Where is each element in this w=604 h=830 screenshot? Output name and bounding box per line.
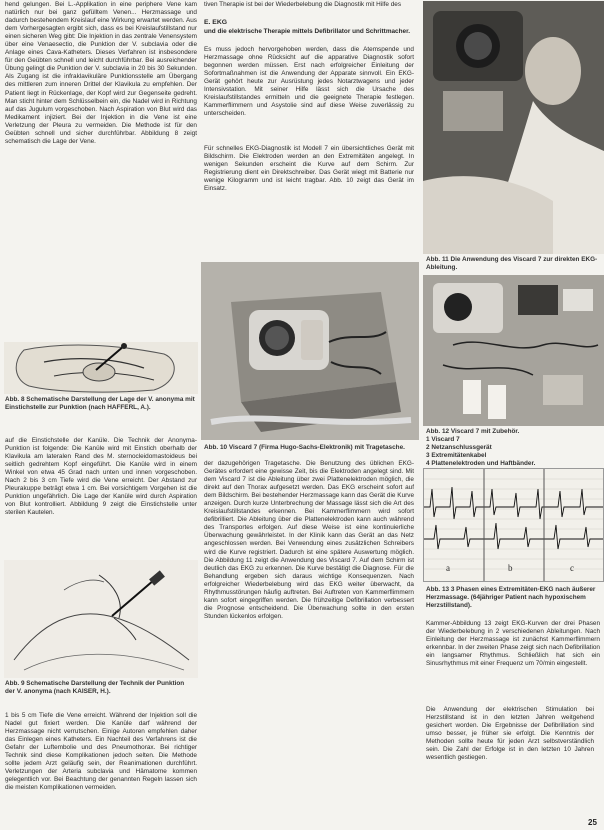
figure-11-caption: Abb. 11 Die Anwendung des Viscard 7 zur direkten EKG-Ableitung.: [426, 256, 598, 271]
col3-b-text: [426, 706, 594, 824]
col3-a-text: [426, 620, 600, 704]
legend-item: 1 Viscard 7: [426, 435, 460, 443]
legend-item: 3 Extremitätenkabel: [426, 451, 487, 459]
page-number: 25: [588, 818, 597, 827]
ecg-phase-label-c: c: [570, 563, 574, 573]
figure-13-caption: Abb. 13 3 Phasen eines Extremitäten-EKG nach äußerer Herzmassage. (64jähriger Patient nach hypoxischem Herzstillstand).: [426, 586, 596, 609]
figure-12-caption: [426, 428, 600, 468]
figure-11-ekg-photo: [423, 1, 604, 254]
col2-top-text: [204, 1, 414, 9]
ecg-phase-label-b: b: [508, 563, 513, 573]
legend-item: 2 Netzanschlussgerät: [426, 443, 492, 451]
figure-8-caption: Abb. 8 Schematische Darstellung der Lage der V. anonyma mit Einstichstelle zur Punktion (nach HAFFERL, A.).: [5, 396, 195, 411]
section-heading: E. EKG: [204, 19, 228, 26]
paragraph: auf die Einstichstelle der Kanüle. Die Technik der Anonyma-Punktion ist folgende: Die Kanüle wird mit Einstich oberhalb der Klavikula am lateralen Rand des M. sternocleidomastoideus bei seitlich gedrehtem Kopf eingeführt. Die Kanüle wird in einem Winkel von etwa 45 Grad nach unten und innen vorgeschoben. Nach 2 bis 3 cm Tiefe wird die Vene erreicht. Der Abstand zur Pleurakuppe beträgt etwa 1 cm. Bei vorsichtigem Vorgehen ist die Punktion ungefährlich. Die Lage der Kanüle wird durch Aspiration von Blut kontrolliert. Abbildung 9 zeigt die Einstichstelle unter sterilen Kautelen.: [5, 437, 197, 517]
ecg-phase-label-a: a: [446, 563, 450, 573]
paragraph: tiven Therapie ist bei der Wiederbelebung die Diagnostik mit Hilfe des: [204, 1, 402, 8]
legend-item: 4 Plattenelektroden und Haftbänder.: [426, 459, 536, 467]
section-subheading: und die elektrische Therapie mittels Defibrillator und Schrittmacher.: [204, 28, 410, 35]
paragraph: Die Anwendung der elektrischen Stimulation bei Herzstillstand ist in den letzten Jahren weitgehend gesichert worden. Die Ergebnisse der Defibrillation sind umso besser, je früher sie erfolgt. Die Kenntnis der Methoden sollte heute für jeden Arzt selbstverständlich sein. Die Zahl der Erfolge ist in den letzten 10 Jahren wesentlich gestiegen.: [426, 706, 594, 762]
col2-b-text: [204, 145, 414, 259]
figure-10-viscard-photo: [201, 262, 419, 440]
figure-12-accessories-photo: [423, 275, 604, 426]
paragraph: 1 bis 5 cm Tiefe die Vene erreicht. Während der Injektion soll die Nadel gut fixiert werden. Die Kanüle darf während der Herzmassage nicht verrutschen. Einige Autoren empfehlen daher das Einlegen eines Katheters. Ein Nachteil des Verfahrens ist die Gefahr der Luftembolie und des Pneumothorax. Bei richtiger Technik sind diese Komplikationen jedoch selten. Die Methode sollte jedem Arzt geläufig sein, der Reanimationen durchführt. Verletzungen der Arteria subclavia und Hämatome kommen gelegentlich vor. Bei Beachtung der genannten Regeln lassen sich die meisten Komplikationen vermeiden.: [5, 712, 197, 792]
paragraph: Kammer-Abbildung 13 zeigt EKG-Kurven der drei Phasen der Wiederbelebung in 2 verschiedenen Ableitungen. Nach Einleitung der Herzmassage ist zunächst Kammerflimmern erkennbar. In der zweiten Phase zeigt sich nach Defibrillation ein langsamer Rhythmus. Schließlich hat sich ein Sinusrhythmus mit einer Frequenz um 70/min eingestellt.: [426, 620, 600, 668]
col1-top-text: [5, 1, 197, 341]
paragraph: hend gelungen. Bei L.-Applikation in eine periphere Vene kam natürlich nur bei ganz gefülltem Venen... Herzmassage und dadurch bestehendem Kreislauf eine Wirkung erwartet werden. Aus dem Vorhergesagten ergibt sich, dass es bei Kreislaufstillstand nur einen sicheren Weg gibt: Die Injektion in das zentrale Venensystem über eine Venaesectio, die Punktion der V. subclavia oder die Anlage eines Cava-Katheters. Dieses Verfahren ist insbesondere für den Geübten schnell und leicht durchführbar. Bei ausreichender Übung gelingt die Punktion der V. subclavia in 20 bis 30 Sekunden. Als Zugang ist die infraklavikuläre Punktionsstelle am Übergang des mittleren zum inneren Drittel der Klavikula zu empfehlen. Der Patient liegt in Rückenlage, der Kopf wird zur Gegenseite gedreht. Man sticht hinter dem Schlüsselbein ein, die Nadel wird in Richtung auf das Jugulum vorgeschoben. Nach Aspiration von Blut wird das Medikament injiziert. Bei der Injektion in die Vene ist eine Verletzung der Pleura zu vermeiden. Die Methode ist für den Geübten schnell und sicher durchführbar. Abbildung 8 zeigt schematisch die Lage der Vene.: [5, 1, 197, 145]
figure-13-ecg-strips: [423, 468, 604, 582]
figure-10-caption: Abb. 10 Viscard 7 (Firma Hugo-Sachs-Elektronik) mit Tragetasche.: [204, 444, 405, 451]
col1-bottom-text: [5, 712, 197, 828]
paragraph: Für schnelles EKG-Diagnostik ist Modell 7 ein übersichtliches Gerät mit Bildschirm. Die Elektroden werden an den Extremitäten angelegt. In wenigen Sekunden erscheint die Kurve auf dem Schirm. Zur Registrierung dient ein Direktschreiber. Das Gerät wiegt mit Batterie nur wenige Kilogramm und ist leicht tragbar. Abb. 10 zeigt das Gerät im Einsatz.: [204, 145, 414, 193]
paragraph: Es muss jedoch hervorgehoben werden, dass die Atemspende und Herzmassage ohne Rücksicht auf die apparative Diagnostik sofort begonnen werden müssen. Erst nach erfolgreicher Einleitung der Sofortmaßnahmen ist die Anwendung der Apparate sinnvoll. Ein EKG-Gerät gehört heute zur Ausrüstung jedes Notarztwagens und jeder Intensivstation. Mit seiner Hilfe lässt sich die Ursache des Kreislaufstillstandes ermitteln und die geeignete Therapie festlegen. Kammerflimmern und Asystolie sind auf diese Weise zuverlässig zu unterscheiden.: [204, 46, 414, 118]
figure-8-anonyma-sketch: [4, 342, 198, 394]
paragraph: der dazugehörigen Tragetasche. Die Benutzung des üblichen EKG-Gerätes erfordert eine gewisse Zeit, bis die Elektroden angelegt sind. Mit dem Viscard 7 ist die Ableitung über zwei Plattenelektroden möglich, die direkt auf den Thorax aufgesetzt werden. Das EKG erscheint sofort auf dem Bildschirm. Bei bestehender Herzmassage kann das Gerät die Kurve anzeigen. Durch kurze Unterbrechung der Massage lässt sich die Art des Kreislaufstillstandes erkennen. Bei Kammerflimmern wird sofort defibrilliert. Die Ableitung über die Plattenelektroden kann auch während des Transportes erfolgen. Auf diese Weise ist eine kontinuierliche Überwachung gewährleistet. In der Klinik kann das Gerät an das Netz angeschlossen werden. Bei Verwendung eines zusätzlichen Schreibers wird die Kurve registriert. Dadurch ist eine spätere Auswertung möglich. Die Abbildung 11 zeigt die Anwendung des Viscard 7. Auf dem Schirm ist deutlich das EKG zu erkennen. Die Kurve bestätigt die Diagnose. Für die Behandlung ergeben sich daraus wichtige Konsequenzen. Nach erfolgreicher Wiederbelebung wird das EKG weiter überwacht, da Rhythmusstörungen häufig auftreten. Bei Auftreten von Kammerflimmern kann sofort eingegriffen werden. Die frühzeitige Defibrillation verbessert die Prognose entscheidend. Die Überwachung sollte in den ersten Stunden lückenlos erfolgen.: [204, 460, 414, 620]
col2-c-text: [204, 460, 414, 826]
figure-12-legend: [426, 436, 600, 468]
col1-mid-text: [5, 437, 197, 557]
figure-9-puncture-sketch: [4, 560, 198, 678]
figure-12-title: Abb. 12 Viscard 7 mit Zubehör.: [426, 428, 520, 435]
col2-a-text: [204, 46, 414, 143]
figure-9-caption: Abb. 9 Schematische Darstellung der Technik der Punktion der V. anonyma (nach KAISER, H.).: [5, 680, 185, 695]
